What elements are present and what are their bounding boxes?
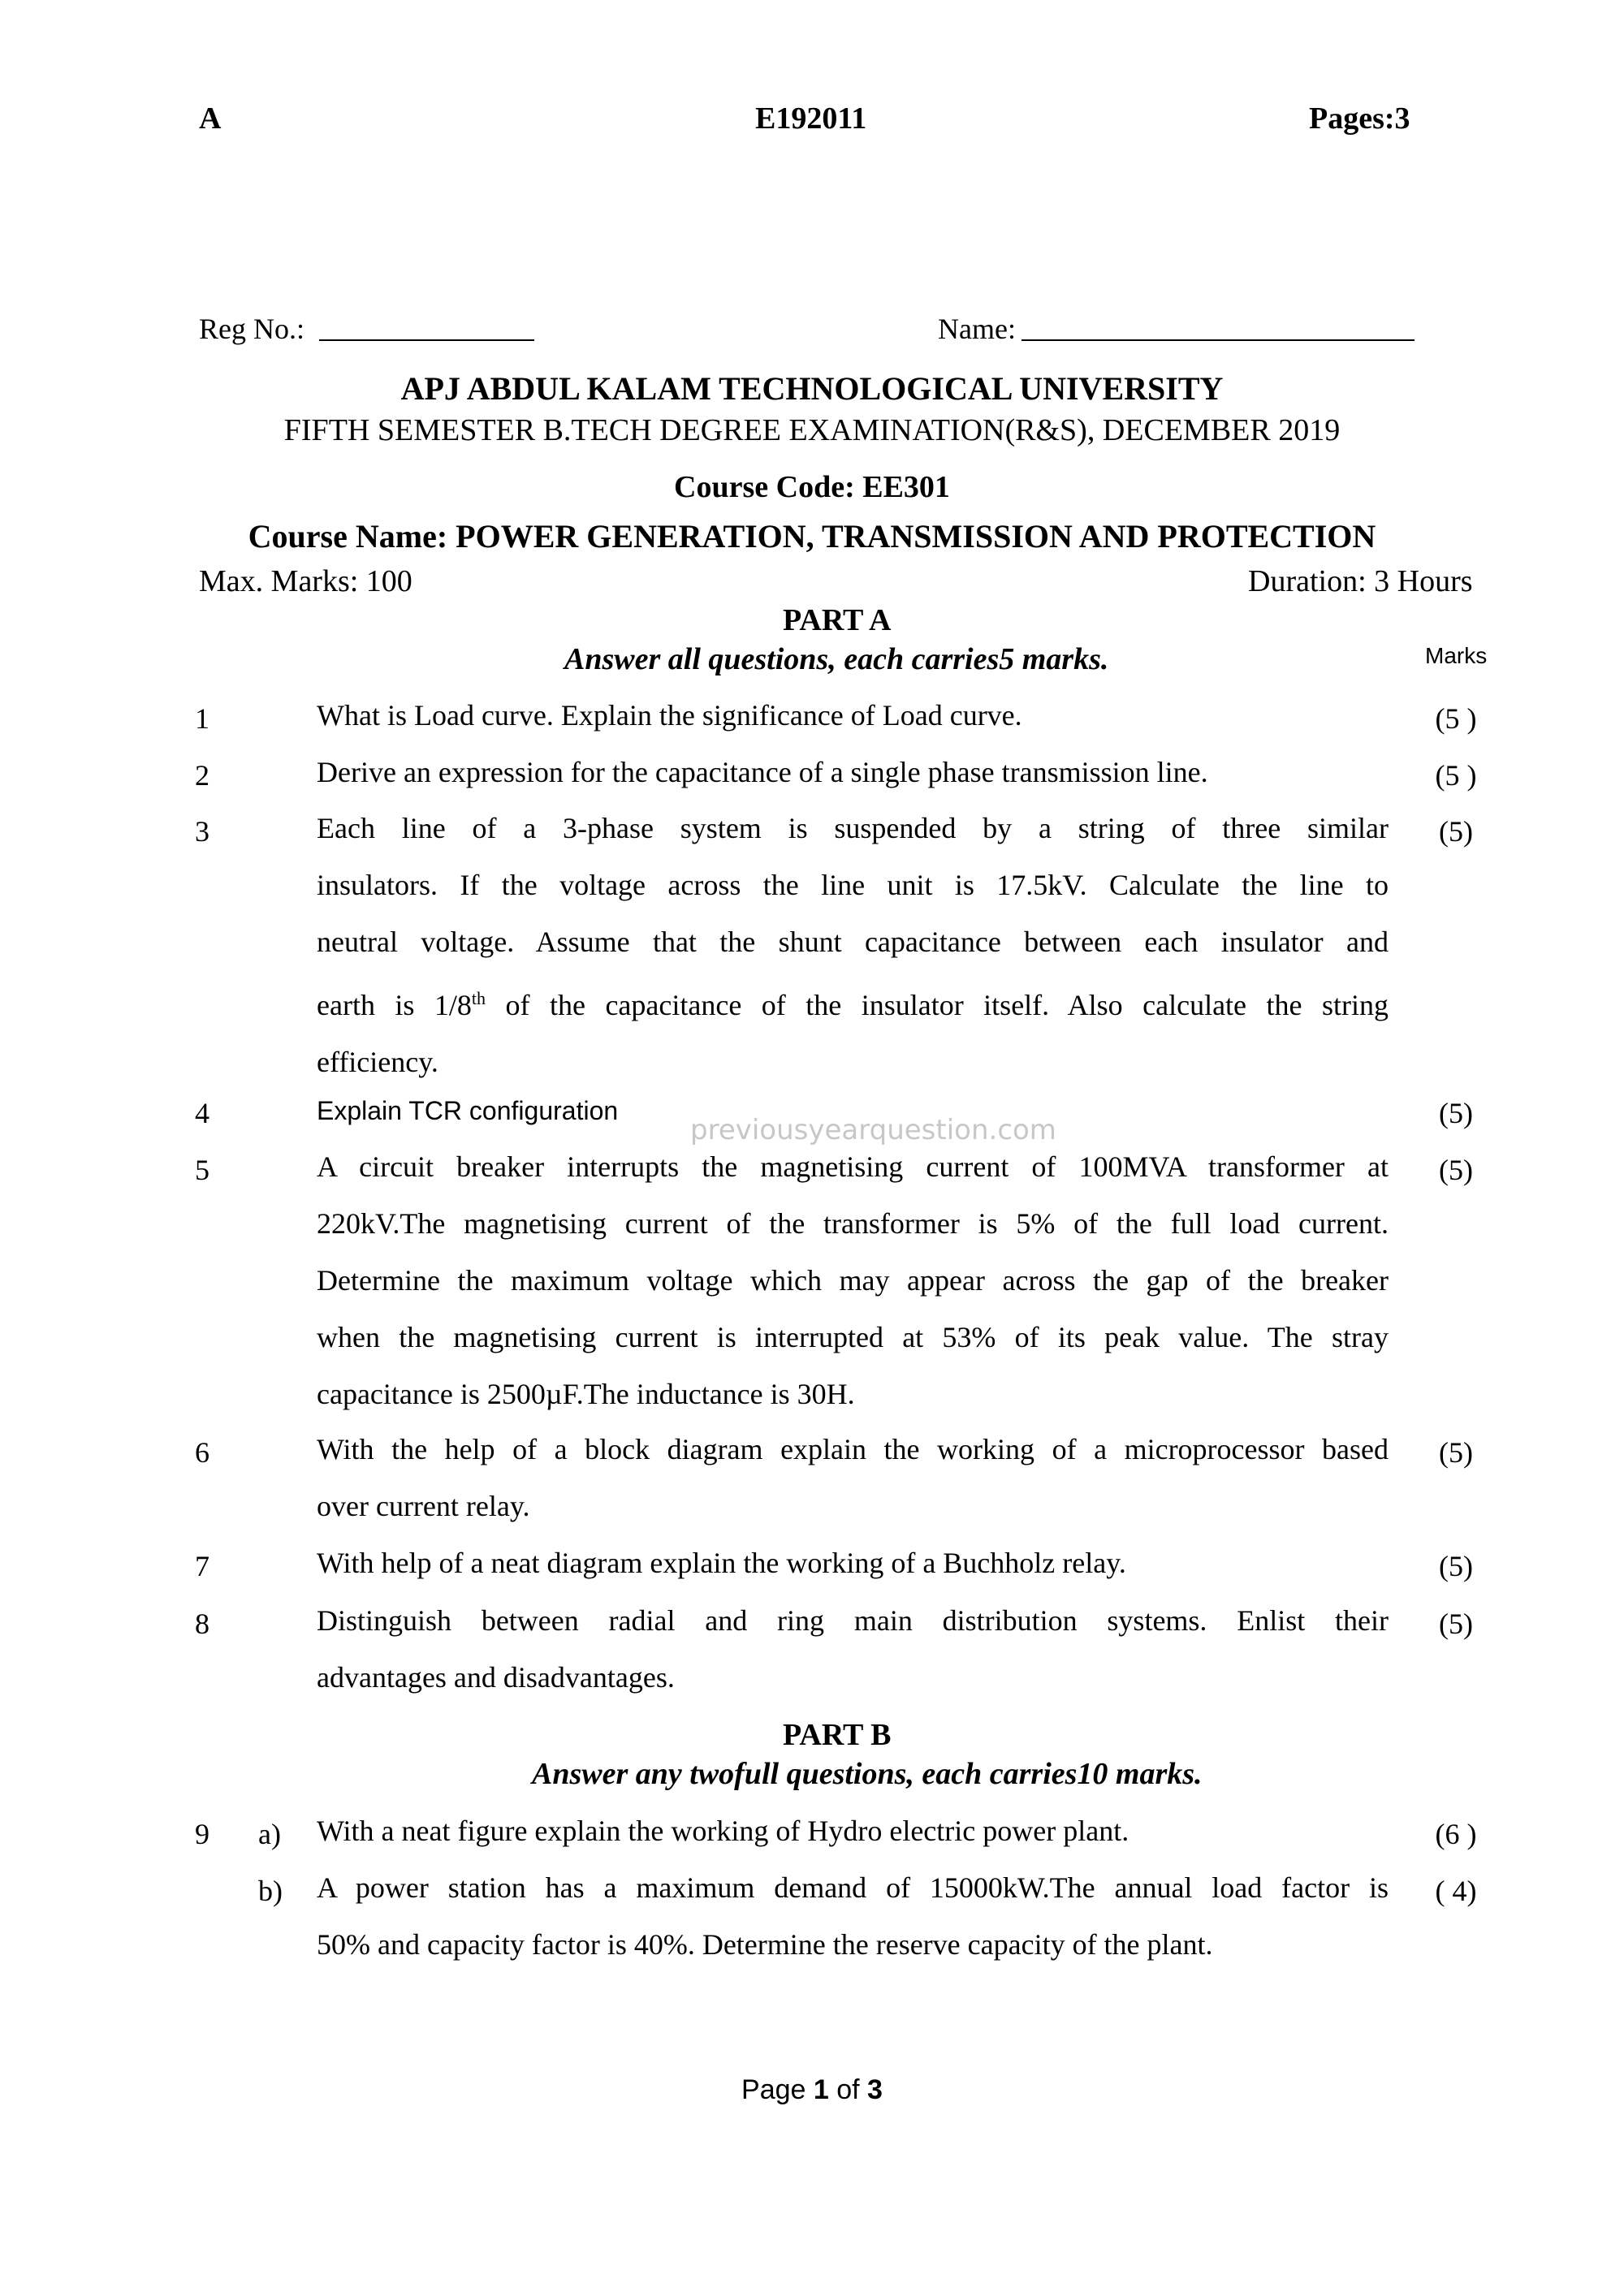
course-name: Course Name: POWER GENERATION, TRANSMISSION AND PROTECTION: [248, 518, 1376, 555]
footer-of: of: [828, 2074, 868, 2105]
question-line: when the magnetising current is interrupted at 53% of its peak value. The stray: [317, 1321, 1389, 1353]
university-name: APJ ABDUL KALAM TECHNOLOGICAL UNIVERSITY: [400, 370, 1224, 407]
question-number: 4: [195, 1097, 209, 1129]
question-number: 7: [195, 1550, 209, 1582]
part-a-instruction: Answer all questions, each carries5 marks.: [564, 642, 1109, 676]
subquestion-label: a): [258, 1818, 281, 1850]
question-text: [317, 1592, 1389, 1706]
duration: Duration: 3 Hours: [1248, 564, 1473, 598]
question-text: Explain TCR configuration: [317, 1096, 619, 1125]
name-blank: [1021, 339, 1415, 341]
part-b-heading: PART B: [783, 1718, 892, 1752]
question-line: Determine the maximum voltage which may appear across the gap of the breaker: [317, 1264, 1389, 1297]
question-number: 6: [195, 1436, 209, 1469]
name-label: Name:: [938, 313, 1016, 345]
superscript: th: [471, 988, 486, 1008]
reg-no-blank: [319, 339, 534, 341]
question-line: 50% and capacity factor is 40%. Determine the reserve capacity of the plant.: [317, 1928, 1213, 1961]
question-line: efficiency.: [317, 1046, 438, 1078]
question-line: neutral voltage. Assume that the shunt capacitance between each insulator and: [317, 926, 1389, 958]
question-text: [317, 800, 1389, 1090]
question-line: With help of a neat diagram explain the working of a Buchholz relay.: [317, 1547, 1126, 1579]
question-marks: (5): [1439, 1550, 1473, 1582]
question-text: [317, 1859, 1389, 1973]
question-line: capacitance is 2500µF.The inductance is 30H.: [317, 1378, 855, 1410]
question-line: 220kV.The magnetising current of the transformer is 5% of the full load current.: [317, 1207, 1389, 1240]
footer-prefix: Page: [741, 2074, 814, 2105]
footer-total-pages: 3: [867, 2074, 883, 2105]
footer-current-page: 1: [813, 2074, 829, 2105]
question-line: What is Load curve. Explain the significance of Load curve.: [317, 699, 1022, 732]
question-text: [317, 1138, 1389, 1422]
question-line: insulators. If the voltage across the line unit is 17.5kV. Calculate the line to: [317, 869, 1389, 901]
question-line: Derive an expression for the capacitance of a single phase transmission line.: [317, 756, 1208, 788]
question-marks: (5): [1439, 1608, 1473, 1640]
question-number: 1: [195, 702, 209, 735]
question-line: advantages and disadvantages.: [317, 1661, 675, 1694]
question-line-tail: of the capacitance of the insulator itself. Also calculate the string: [486, 989, 1389, 1021]
question-marks: (5): [1439, 1154, 1473, 1186]
marks-column-header: Marks: [1425, 643, 1488, 668]
question-marks: (5 ): [1435, 702, 1477, 735]
reg-no-label: Reg No.:: [199, 313, 304, 345]
exam-title: FIFTH SEMESTER B.TECH DEGREE EXAMINATION(R&S), DECEMBER 2019: [283, 413, 1341, 447]
paper-code: E192011: [755, 101, 867, 136]
question-line: A circuit breaker interrupts the magnetising current of 100MVA transformer at: [317, 1150, 1389, 1183]
question-line: over current relay.: [317, 1490, 530, 1522]
question-text: [317, 1534, 1389, 1591]
part-a-heading: PART A: [783, 603, 892, 637]
question-line: Distinguish between radial and ring main distribution systems. Enlist their: [317, 1604, 1389, 1637]
question-line: With the help of a block diagram explain the working of a microprocessor based: [317, 1433, 1389, 1465]
question-marks: (5 ): [1435, 759, 1477, 792]
question-marks: ( 4): [1435, 1875, 1477, 1907]
question-marks: (5): [1439, 1097, 1473, 1129]
max-marks: Max. Marks: 100: [199, 564, 412, 598]
question-set-label: A: [199, 101, 222, 136]
fraction-text: earth is 1/8: [317, 989, 472, 1021]
question-text: [317, 687, 1389, 744]
course-code: Course Code: EE301: [674, 470, 950, 504]
question-number: 5: [195, 1154, 209, 1186]
question-number: 8: [195, 1608, 209, 1640]
page-footer: [0, 2074, 1624, 2106]
question-text: [317, 1421, 1389, 1534]
question-line: Each line of a 3-phase system is suspended by a string of three similar: [317, 812, 1389, 844]
subquestion-label: b): [258, 1875, 283, 1907]
question-marks: (5): [1439, 1436, 1473, 1469]
question-number: 2: [195, 759, 209, 792]
part-b-instruction: Answer any twofull questions, each carries10 marks.: [532, 1757, 1203, 1791]
question-text: [317, 744, 1389, 801]
question-marks: (5): [1439, 815, 1473, 848]
page-count: Pages:3: [1309, 101, 1410, 136]
question-text: [317, 1802, 1389, 1859]
question-line: With a neat figure explain the working of Hydro electric power plant.: [317, 1815, 1129, 1847]
watermark: previousyearquestion.com: [690, 1114, 1056, 1146]
question-line: [317, 970, 1389, 1034]
question-number: 3: [195, 815, 209, 848]
question-line: A power station has a maximum demand of 15000kW.The annual load factor is: [317, 1871, 1389, 1904]
question-number: 9: [195, 1818, 209, 1850]
question-marks: (6 ): [1435, 1818, 1477, 1850]
